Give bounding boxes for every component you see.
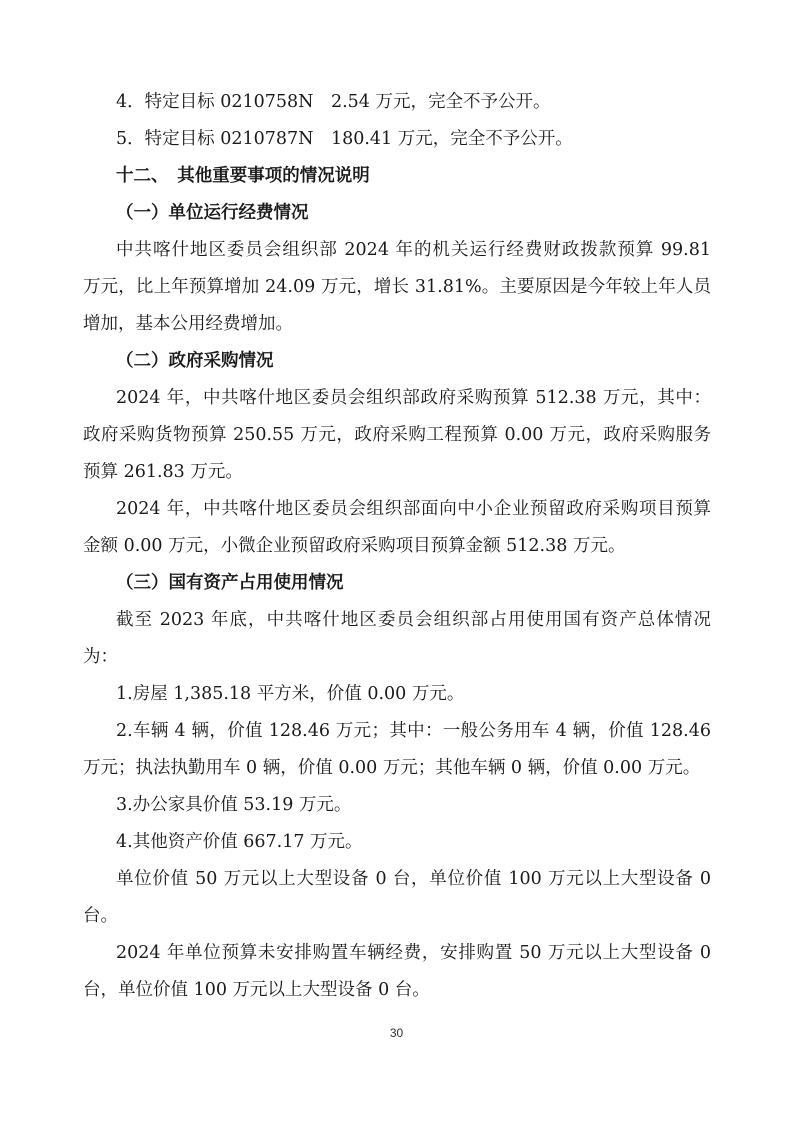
asset-item-vehicles-line-2: 万元；执法执勤用车 0 辆，价值 0.00 万元；其他车辆 0 辆，价值 0.00 万元。 xyxy=(83,758,701,778)
asset-item-furniture: 3.办公家具价值 53.19 万元。 xyxy=(116,795,352,815)
asset-item-housing: 1.房屋 1,385.18 平方米，价值 0.00 万元。 xyxy=(116,684,465,704)
paragraph-large-equipment-line-2: 台。 xyxy=(83,906,118,926)
paragraph-operating-funds-line-2: 万元，比上年预算增加 24.09 万元，增长 31.81%。主要原因是今年较上年人员 xyxy=(83,277,711,297)
paragraph-operating-funds-line-1: 中共喀什地区委员会组织部 2024 年的机关运行经费财政拨款预算 99.81 xyxy=(116,240,711,260)
item-special-target-4: 4．特定目标 0210758N 2.54 万元，完全不予公开。 xyxy=(116,92,551,112)
paragraph-procurement-line-1: 2024 年，中共喀什地区委员会组织部政府采购预算 512.38 万元，其中： xyxy=(116,388,711,408)
subsection-heading-procurement: （二）政府采购情况 xyxy=(116,351,274,371)
subsection-heading-operating-funds: （一）单位运行经费情况 xyxy=(116,203,309,223)
paragraph-assets-line-1: 截至 2023 年底，中共喀什地区委员会组织部占用使用国有资产总体情况 xyxy=(116,610,711,630)
paragraph-assets-line-2: 为： xyxy=(83,647,118,667)
paragraph-2024-budget-line-2: 台，单位价值 100 万元以上大型设备 0 台。 xyxy=(83,980,430,1000)
paragraph-sme-procurement-line-2: 金额 0.00 万元，小微企业预留政府采购项目预算金额 512.38 万元。 xyxy=(83,536,626,556)
asset-item-vehicles-line-1: 2.车辆 4 辆，价值 128.46 万元；其中：一般公务用车 4 辆，价值 128.46 xyxy=(116,721,711,741)
paragraph-procurement-line-3: 预算 261.83 万元。 xyxy=(83,462,243,482)
paragraph-operating-funds-line-3: 增加，基本公用经费增加。 xyxy=(83,314,293,334)
subsection-heading-state-assets: （三）国有资产占用使用情况 xyxy=(116,573,344,593)
page-number: 30 xyxy=(389,1026,404,1040)
section-heading-12: 十二、 其他重要事项的情况说明 xyxy=(116,166,370,186)
paragraph-2024-budget-line-1: 2024 年单位预算未安排购置车辆经费，安排购置 50 万元以上大型设备 0 xyxy=(116,943,711,963)
asset-item-other-assets: 4.其他资产价值 667.17 万元。 xyxy=(116,832,363,852)
item-special-target-5: 5．特定目标 0210787N 180.41 万元，完全不予公开。 xyxy=(116,129,573,149)
paragraph-large-equipment-line-1: 单位价值 50 万元以上大型设备 0 台，单位价值 100 万元以上大型设备 0 xyxy=(116,869,711,889)
paragraph-procurement-line-2: 政府采购货物预算 250.55 万元，政府采购工程预算 0.00 万元，政府采购服务 xyxy=(83,425,711,445)
paragraph-sme-procurement-line-1: 2024 年，中共喀什地区委员会组织部面向中小企业预留政府采购项目预算 xyxy=(116,499,711,519)
